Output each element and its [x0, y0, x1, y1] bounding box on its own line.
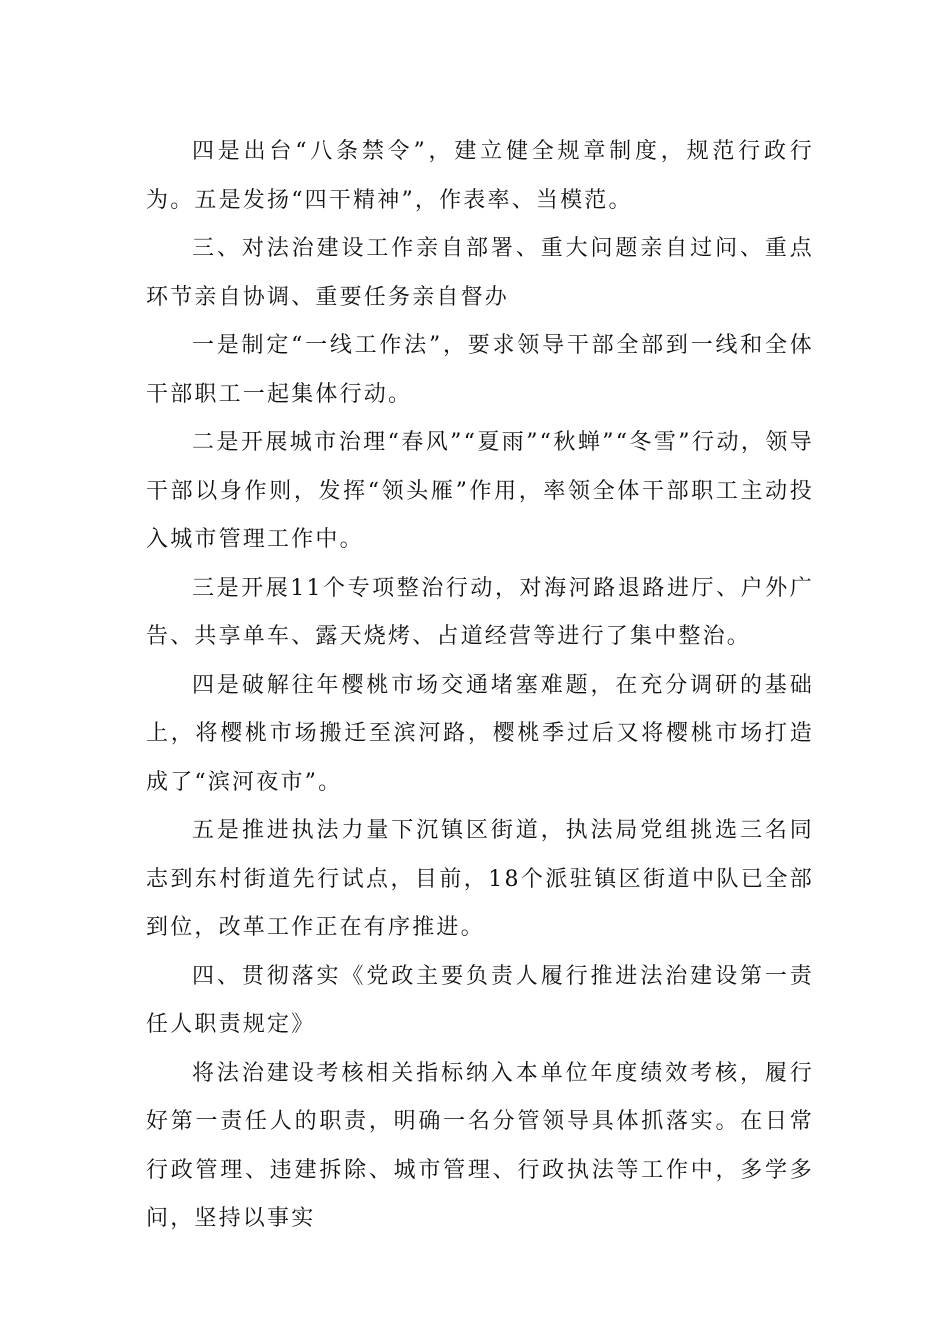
paragraph-city-governance-actions: 二是开展城市治理“春风”“夏雨”“秋蝉”“冬雪”行动，领导干部以身作则，发挥“领头雁”作用，率领全体干部职工主动投入城市管理工作中。 [146, 430, 814, 552]
section-heading-4: 四、贯彻落实《党政主要负责人履行推进法治建设第一责任人职责规定》 [146, 963, 814, 1037]
paragraph-assessment: 将法治建设考核相关指标纳入本单位年度绩效考核，履行好第一责任人的职责，明确一名分管领导具体抓落实。在日常行政管理、违建拆除、城市管理、行政执法等工作中，多学多问，坚持以事实 [146, 1060, 814, 1231]
paragraph-frontline-method: 一是制定“一线工作法”，要求领导干部全部到一线和全体干部职工一起集体行动。 [146, 333, 814, 407]
paragraph-special-rectification: 三是开展11个专项整治行动，对海河路退路进厅、户外广告、共享单车、露天烧烤、占道经营等进行了集中整治。 [146, 575, 814, 649]
paragraph-ban-rules: 四是出台“八条禁令”，建立健全规章制度，规范行政行为。五是发扬“四干精神”，作表率、当模范。 [146, 139, 814, 213]
paragraph-cherry-market: 四是破解往年樱桃市场交通堵塞难题，在充分调研的基础上，将樱桃市场搬迁至滨河路，樱桃季过后又将樱桃市场打造成了“滨河夜市”。 [146, 672, 814, 795]
document-body [146, 128, 814, 1244]
section-heading-3: 三、对法治建设工作亲自部署、重大问题亲自过问、重点环节亲自协调、重要任务亲自督办 [146, 236, 814, 310]
paragraph-enforcement-reform: 五是推进执法力量下沉镇区街道，执法局党组挑选三名同志到东村街道先行试点，目前，18个派驻镇区街道中队已全部到位，改革工作正在有序推进。 [146, 818, 814, 940]
